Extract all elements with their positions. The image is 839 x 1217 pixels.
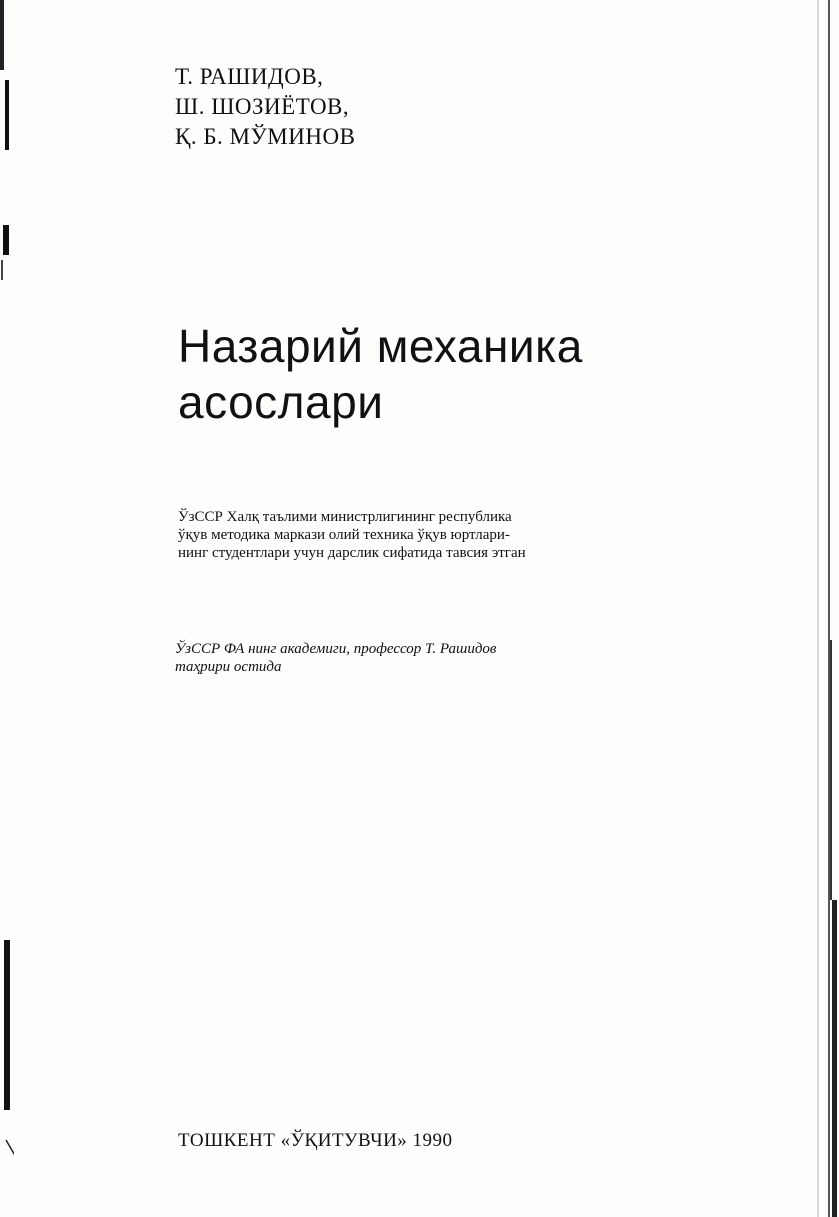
editor-line: ЎзССР ФА нинг академиги, профессор Т. Рашидов bbox=[175, 641, 497, 657]
author-name: Ш. ШОЗИЁТОВ, bbox=[175, 94, 350, 119]
publisher-imprint: ТОШКЕНТ «ЎҚИТУВЧИ» 1990 bbox=[178, 1130, 453, 1151]
book-title-line: Назарий механика bbox=[178, 320, 583, 372]
scan-edge-left-artifact bbox=[0, 0, 14, 1217]
editor-note bbox=[175, 640, 615, 676]
approval-line: нинг студентлари учун дарслик сифатида тавсия этган bbox=[178, 545, 526, 561]
book-title-line: асослари bbox=[178, 376, 384, 428]
approval-line: ўқув методика маркази олий техника ўқув юртлари- bbox=[178, 527, 510, 543]
approval-note bbox=[178, 508, 608, 562]
author-name: Қ. Б. МЎМИНОВ bbox=[175, 124, 356, 149]
scan-edge-right-artifact bbox=[812, 0, 839, 1217]
author-list bbox=[175, 62, 355, 152]
approval-line: ЎзССР Халқ таълими министрлигининг республика bbox=[178, 509, 512, 525]
book-title bbox=[178, 318, 583, 430]
editor-line: таҳрири остида bbox=[175, 659, 282, 675]
author-name: Т. РАШИДОВ, bbox=[175, 64, 324, 89]
